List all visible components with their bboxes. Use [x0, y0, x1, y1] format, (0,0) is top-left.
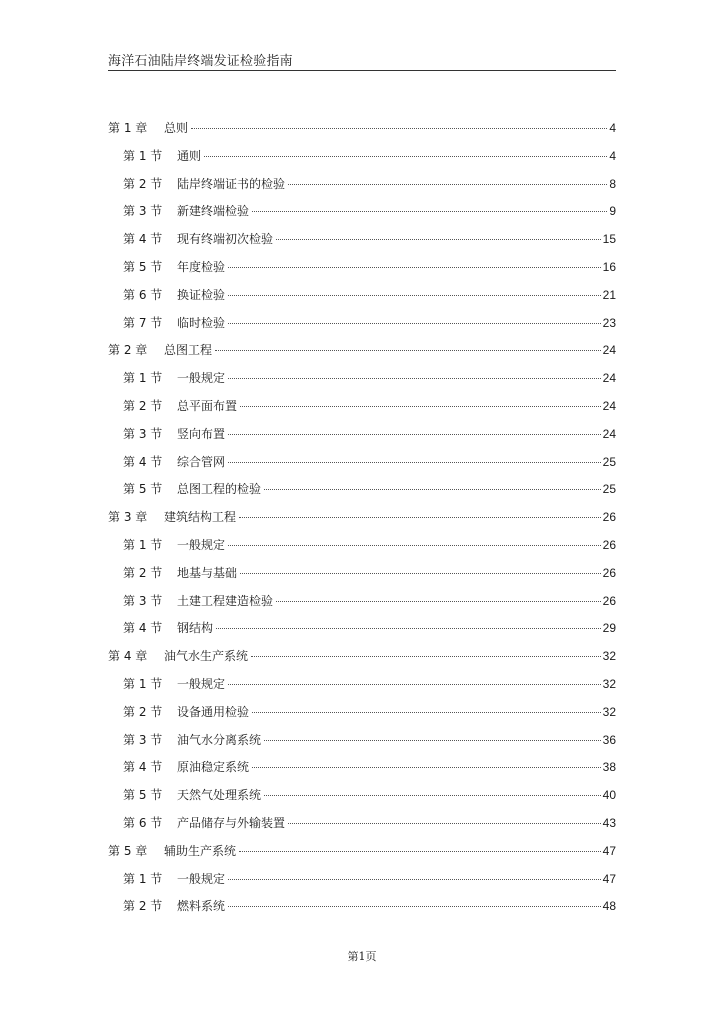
- toc-entry-title: 油气水生产系统: [164, 649, 249, 664]
- toc-section-entry[interactable]: [108, 282, 616, 310]
- toc-page-number: 9: [609, 204, 616, 219]
- toc-entry-number: 第 4 节: [123, 621, 163, 636]
- toc-entry-number: 第 5 节: [123, 482, 163, 497]
- toc-section-entry[interactable]: [108, 254, 616, 282]
- toc-dot-leader: [228, 378, 601, 379]
- toc-page-number: 26: [602, 593, 616, 608]
- toc-entry-title: 产品储存与外输装置: [177, 815, 286, 830]
- toc-entry-number: 第 1 节: [123, 676, 163, 691]
- toc-section-entry[interactable]: [108, 532, 616, 560]
- toc-entry-number: 第 1 节: [123, 537, 163, 552]
- toc-entry-title: 建筑结构工程: [164, 510, 237, 525]
- toc-page-number: 32: [602, 676, 616, 691]
- toc-page-number: 4: [609, 121, 616, 135]
- toc-page-number: 16: [602, 259, 616, 274]
- toc-page-number: 26: [602, 565, 616, 580]
- table-of-contents: [108, 115, 616, 921]
- toc-dot-leader: [204, 156, 607, 157]
- toc-entry-number: 第 6 节: [123, 815, 163, 830]
- toc-dot-leader: [228, 462, 601, 463]
- header-rule: [108, 70, 616, 71]
- toc-entry-title: 地基与基础: [177, 565, 238, 580]
- toc-section-entry[interactable]: [108, 365, 616, 393]
- toc-entry-number: 第 3 节: [123, 732, 163, 747]
- toc-page-number: 24: [602, 343, 616, 358]
- toc-page-number: 32: [602, 649, 616, 664]
- toc-entry-title: 现有终端初次检验: [177, 232, 274, 247]
- toc-dot-leader: [252, 767, 601, 768]
- toc-dot-leader: [288, 184, 607, 185]
- toc-entry-number: 第 2 节: [123, 899, 163, 914]
- toc-page-number: 25: [602, 454, 616, 469]
- toc-entry-number: 第 1 章: [108, 121, 148, 135]
- toc-dot-leader: [215, 350, 601, 351]
- toc-dot-leader: [191, 128, 607, 129]
- toc-dot-leader: [228, 323, 601, 324]
- toc-section-entry[interactable]: [108, 449, 616, 477]
- toc-entry-number: 第 2 章: [108, 343, 148, 358]
- toc-section-entry[interactable]: [108, 671, 616, 699]
- toc-chapter-entry[interactable]: [108, 838, 616, 866]
- toc-entry-title: 土建工程建造检验: [177, 593, 274, 608]
- toc-dot-leader: [240, 573, 601, 574]
- toc-dot-leader: [288, 823, 601, 824]
- toc-dot-leader: [228, 879, 601, 880]
- toc-section-entry[interactable]: [108, 560, 616, 588]
- toc-entry-title: 设备通用检验: [177, 704, 250, 719]
- running-header-title: 海洋石油陆岸终端发证检验指南: [108, 54, 293, 69]
- toc-page-number: 23: [602, 315, 616, 330]
- toc-page-number: 24: [602, 426, 616, 441]
- toc-entry-title: 总图工程: [164, 343, 213, 358]
- toc-entry-title: 综合管网: [177, 454, 226, 469]
- toc-page-number: 24: [602, 398, 616, 413]
- toc-dot-leader: [252, 211, 607, 212]
- toc-page-number: 24: [602, 371, 616, 386]
- toc-entry-title: 总平面布置: [177, 398, 238, 413]
- toc-dot-leader: [264, 795, 601, 796]
- toc-dot-leader: [228, 434, 601, 435]
- toc-entry-number: 第 5 节: [123, 259, 163, 274]
- toc-dot-leader: [264, 740, 601, 741]
- toc-entry-title: 一般规定: [177, 676, 226, 691]
- toc-entry-number: 第 3 节: [123, 593, 163, 608]
- page-number-footer: 第1页: [347, 950, 377, 963]
- toc-page-number: 47: [602, 871, 616, 886]
- toc-section-entry[interactable]: [108, 588, 616, 616]
- toc-page-number: 8: [609, 176, 616, 191]
- toc-section-entry[interactable]: [108, 615, 616, 643]
- toc-page-number: 25: [602, 482, 616, 497]
- toc-entry-title: 通则: [177, 148, 202, 163]
- toc-dot-leader: [239, 517, 601, 518]
- toc-entry-title: 油气水分离系统: [177, 732, 262, 747]
- toc-dot-leader: [228, 545, 601, 546]
- toc-page-number: 38: [602, 760, 616, 775]
- toc-dot-leader: [240, 406, 601, 407]
- toc-entry-number: 第 2 节: [123, 704, 163, 719]
- toc-page-number: 32: [602, 704, 616, 719]
- toc-entry-title: 陆岸终端证书的检验: [177, 176, 286, 191]
- toc-section-entry[interactable]: [108, 866, 616, 894]
- toc-page-number: 15: [602, 232, 616, 247]
- toc-dot-leader: [276, 239, 601, 240]
- toc-entry-title: 换证检验: [177, 287, 226, 302]
- toc-dot-leader: [251, 656, 601, 657]
- toc-page-number: 26: [602, 537, 616, 552]
- toc-section-entry[interactable]: [108, 143, 616, 171]
- toc-entry-number: 第 4 节: [123, 232, 163, 247]
- toc-dot-leader: [228, 267, 601, 268]
- toc-entry-number: 第 1 节: [123, 148, 163, 163]
- toc-page-number: 29: [602, 621, 616, 636]
- toc-entry-number: 第 3 节: [123, 426, 163, 441]
- toc-dot-leader: [252, 712, 601, 713]
- toc-section-entry[interactable]: [108, 421, 616, 449]
- toc-section-entry[interactable]: [108, 893, 616, 921]
- toc-entry-title: 一般规定: [177, 537, 226, 552]
- toc-section-entry[interactable]: [108, 393, 616, 421]
- toc-entry-title: 总图工程的检验: [177, 482, 262, 497]
- toc-section-entry[interactable]: [108, 782, 616, 810]
- toc-page-number: 47: [602, 843, 616, 858]
- toc-entry-title: 临时检验: [177, 315, 226, 330]
- toc-dot-leader: [239, 851, 601, 852]
- toc-entry-title: 燃料系统: [177, 899, 226, 914]
- toc-section-entry[interactable]: [108, 810, 616, 838]
- toc-page-number: 36: [602, 732, 616, 747]
- toc-entry-number: 第 1 节: [123, 371, 163, 386]
- toc-entry-number: 第 1 节: [123, 871, 163, 886]
- toc-entry-title: 总则: [164, 121, 189, 135]
- toc-entry-number: 第 4 章: [108, 649, 148, 664]
- toc-page-number: 26: [602, 510, 616, 525]
- toc-section-entry[interactable]: [108, 476, 616, 504]
- toc-entry-number: 第 5 章: [108, 843, 148, 858]
- toc-entry-number: 第 4 节: [123, 454, 163, 469]
- toc-section-entry[interactable]: [108, 310, 616, 338]
- toc-entry-number: 第 3 节: [123, 204, 163, 219]
- toc-chapter-entry[interactable]: [108, 504, 616, 532]
- toc-entry-title: 一般规定: [177, 371, 226, 386]
- toc-entry-title: 辅助生产系统: [164, 843, 237, 858]
- toc-dot-leader: [228, 684, 601, 685]
- toc-entry-title: 钢结构: [177, 621, 214, 636]
- toc-chapter-entry[interactable]: [108, 643, 616, 671]
- toc-entry-number: 第 5 节: [123, 788, 163, 803]
- toc-section-entry[interactable]: [108, 699, 616, 727]
- toc-entry-title: 新建终端检验: [177, 204, 250, 219]
- toc-entry-title: 年度检验: [177, 259, 226, 274]
- toc-entry-number: 第 2 节: [123, 565, 163, 580]
- toc-section-entry[interactable]: [108, 171, 616, 199]
- toc-page-number: 48: [602, 899, 616, 914]
- toc-chapter-entry[interactable]: [108, 337, 616, 365]
- toc-section-entry[interactable]: [108, 754, 616, 782]
- toc-section-entry[interactable]: [108, 198, 616, 226]
- toc-section-entry[interactable]: [108, 226, 616, 254]
- toc-entry-number: 第 6 节: [123, 287, 163, 302]
- toc-chapter-entry[interactable]: [108, 115, 616, 143]
- toc-entry-title: 竖向布置: [177, 426, 226, 441]
- toc-entry-number: 第 3 章: [108, 510, 148, 525]
- toc-dot-leader: [228, 295, 601, 296]
- toc-page-number: 40: [602, 788, 616, 803]
- toc-entry-number: 第 2 节: [123, 398, 163, 413]
- toc-dot-leader: [264, 489, 601, 490]
- toc-entry-title: 一般规定: [177, 871, 226, 886]
- toc-entry-number: 第 4 节: [123, 760, 163, 775]
- toc-page-number: 43: [602, 815, 616, 830]
- toc-page-number: 4: [609, 148, 616, 163]
- toc-dot-leader: [228, 906, 601, 907]
- toc-dot-leader: [216, 628, 601, 629]
- toc-entry-title: 原油稳定系统: [177, 760, 250, 775]
- toc-entry-number: 第 2 节: [123, 176, 163, 191]
- toc-entry-number: 第 7 节: [123, 315, 163, 330]
- toc-section-entry[interactable]: [108, 727, 616, 755]
- toc-dot-leader: [276, 601, 601, 602]
- toc-entry-title: 天然气处理系统: [177, 788, 262, 803]
- toc-page-number: 21: [602, 287, 616, 302]
